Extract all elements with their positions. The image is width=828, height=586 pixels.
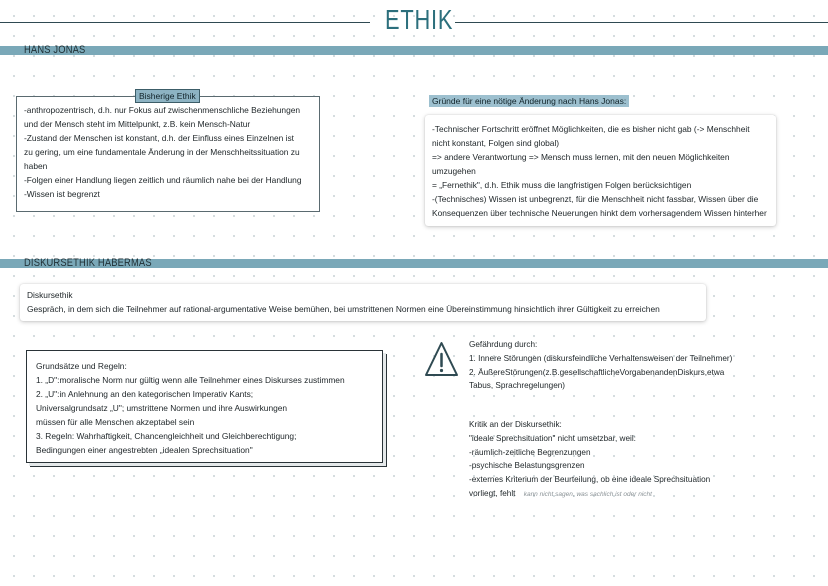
page-title: ETHIK <box>385 4 454 35</box>
text-line: müssen für alle Menschen akzeptabel sein <box>36 417 195 427</box>
gruende-text <box>432 122 767 220</box>
text-line-last <box>469 487 710 501</box>
text-line: 3. Regeln: Wahrhaftigkeit, Chancengleichheit und Gleichberechtigung; <box>36 431 297 441</box>
text-line: -anthropozentrisch, d.h. nur Fokus auf zwischenmenschliche Beziehungen <box>24 105 301 115</box>
kritik-last-line: vorliegt, fehlt <box>469 488 516 498</box>
kritik-text <box>469 418 710 501</box>
text-line: -räumlich-zeitliche Begrenzungen <box>469 447 591 457</box>
text-line: -Wissen ist begrenzt <box>24 189 100 199</box>
definition-term: Diskursethik <box>27 290 73 300</box>
text-line: -(Technisches) Wissen ist unbegrenzt, für die Menschheit nicht fassbar, Wissen über die <box>432 194 759 204</box>
text-line: Gefährdung durch: <box>469 340 538 349</box>
text-line: -Technischer Fortschritt eröffnet Möglichkeiten, die es bisher nicht gab (-> Menschheit <box>432 124 750 134</box>
text-line: Bedingungen einer angestrebten „idealen Sprechsituation" <box>36 445 253 455</box>
text-line: -psychische Belastungsgrenzen <box>469 461 585 471</box>
section-label-jonas: HANS JONAS <box>24 44 86 56</box>
text-line: nicht konstant, Folgen sind global) <box>432 138 560 148</box>
gefaehrdung-text <box>469 338 732 393</box>
text-line: Konsequenzen über technische Neuerungen hinkt dem vorhersagendem Wissen hinterher <box>432 208 767 218</box>
text-line: = „Fernethik", d.h. Ethik muss die langfristigen Folgen berücksichtigen <box>432 180 692 190</box>
bisherige-ethik-text <box>24 103 301 201</box>
text-line: -externes Kriterium der Beurteilung, ob eine ideale Sprechsituation <box>469 475 711 485</box>
text-line: "ideale Sprechsituation" nicht umsetzbar, weil: <box>469 433 636 443</box>
text-line: und der Mensch steht im Mittelpunkt, z.B. kein Mensch-Natur <box>24 119 251 129</box>
text-line: Grundsätze und Regeln: <box>36 361 127 371</box>
text-line: 2. ÄußereStörungen(z.B.gesellschaftlicheVorgabenandenDiskurs,etwa <box>469 367 725 377</box>
text-line: Tabus, Sprachregelungen) <box>469 381 566 391</box>
gruende-heading: Gründe für eine nötige Änderung nach Hans Jonas: <box>429 95 629 107</box>
bisherige-ethik-heading: Bisherige Ethik <box>135 89 200 103</box>
text-line: => andere Verantwortung => Mensch muss lernen, mit den neuen Möglichkeiten <box>432 152 730 162</box>
text-line: umzugehen <box>432 166 476 176</box>
text-line: Universalgrundsatz „U"; umstrittene Normen und ihre Auswirkungen <box>36 403 288 413</box>
text-line: 2. „U":in Anlehnung an den kategorischen Imperativ Kants; <box>36 389 254 399</box>
diskursethik-definition-text <box>27 288 660 316</box>
text-line: -Folgen einer Handlung liegen zeitlich und räumlich nahe bei der Handlung <box>24 175 302 185</box>
warning-triangle-icon <box>424 340 459 378</box>
text-line: 1. Innere Störungen (diskursfeindliche Verhaltensweisen der Teilnehmer) <box>469 353 733 363</box>
text-line: Kritik an der Diskursethik: <box>469 420 562 429</box>
text-line: haben <box>24 161 48 171</box>
section-label-habermas: DISKURSETHIK HABERMAS <box>24 257 152 269</box>
definition-text: Gespräch, in dem sich die Teilnehmer auf rational-argumentative Weise bemühen, bei umstrittenen Normen eine Übereinstimmung hinsichtlich ihrer Gültigkeit zu erreichen <box>27 304 660 314</box>
pencil-note: kann nicht sagen, was sachlich ist oder nicht <box>523 490 652 498</box>
title-rule-left <box>0 22 370 23</box>
grundsaetze-text <box>36 359 345 457</box>
text-line: zu gering, um eine fundamentale Änderung in der Menschheitssituation zu <box>24 147 300 157</box>
section-bar-jonas <box>0 46 828 55</box>
title-rule-right <box>455 22 828 23</box>
text-line: -Zustand der Menschen ist konstant, d.h. der Einfluss eines Einzelnen ist <box>24 133 295 143</box>
text-line: 1. „D":moralische Norm nur gültig wenn alle Teilnehmer eines Diskurses zustimmen <box>36 375 345 385</box>
